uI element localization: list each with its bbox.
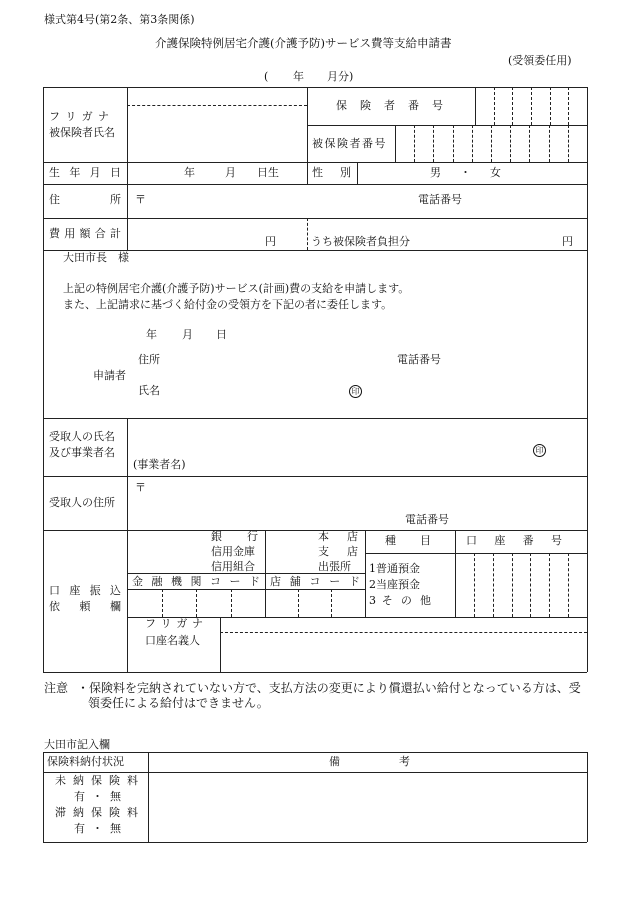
account-type-label: 種 目 (385, 534, 431, 547)
table-rule (196, 589, 197, 617)
applicant-seal-mark: 印 (349, 385, 362, 398)
recipient-name-label-1: 受取人の氏名 (49, 430, 115, 443)
applicant-phone-label: 電話番号 (397, 353, 441, 366)
institution-type-bank: 銀 行 (211, 530, 258, 543)
birth-year: 年 (184, 166, 195, 179)
table-rule (43, 772, 587, 773)
recipient-phone-label: 電話番号 (405, 513, 449, 526)
table-rule (43, 418, 587, 419)
institution-type-credit-union: 信用組合 (211, 560, 255, 573)
unpaid-premium-label: 未 納 保 険 料 (55, 774, 138, 787)
table-rule (510, 125, 511, 162)
insurer-number-label: 保 険 者 番 号 (336, 99, 443, 112)
table-rule (43, 218, 587, 219)
date-month: 月 (182, 328, 193, 341)
table-rule (365, 553, 587, 554)
delinquent-premium-label: 滞 納 保 険 料 (55, 806, 138, 819)
unpaid-premium-options: 有 ・ 無 (74, 790, 121, 803)
table-rule (568, 553, 569, 617)
birth-month: 月 (225, 166, 236, 179)
table-rule (494, 87, 495, 125)
period-year: 年 (293, 70, 304, 83)
table-rule (433, 125, 434, 162)
table-rule (474, 553, 475, 617)
table-rule (365, 530, 366, 617)
table-rule (127, 87, 128, 250)
table-rule (43, 752, 44, 842)
table-rule (587, 87, 588, 672)
business-name-label: (事業者名) (133, 458, 186, 471)
table-rule (220, 617, 221, 672)
birth-day: 日生 (257, 166, 279, 179)
table-rule (512, 87, 513, 125)
table-rule (148, 752, 149, 842)
period-month: 月分) (327, 70, 354, 83)
table-rule (491, 125, 492, 162)
table-rule (43, 87, 587, 88)
table-rule (220, 632, 587, 633)
table-rule (43, 752, 587, 753)
table-rule (455, 530, 456, 617)
insured-number-label: 被保険者番号 (312, 137, 387, 150)
remarks-label: 備 考 (329, 755, 410, 768)
table-rule (529, 125, 530, 162)
birth-date-label: 生 年 月 日 (49, 166, 121, 179)
table-rule (43, 87, 44, 672)
holder-furigana-label: フ リ ガ ナ (145, 617, 203, 630)
date-day: 日 (216, 328, 227, 341)
payment-status-label: 保険料納付状況 (47, 755, 124, 768)
table-rule (43, 842, 587, 843)
table-rule (43, 162, 587, 163)
bank-transfer-label-1: 口 座 振 込 (49, 584, 121, 597)
declaration-line-1: 上記の特例居宅介護(介護予防)サービス(計画)費の支給を申請します。 (63, 282, 410, 295)
bank-transfer-label-2: 依 頼 欄 (49, 600, 121, 613)
addressee: 大田市長 様 (63, 251, 129, 264)
account-type-ordinary: 1普通預金 (369, 562, 420, 575)
table-rule (231, 589, 232, 617)
branch-code-label: 店 舗 コ ー ド (270, 575, 360, 588)
account-type-other: 3 そ の 他 (369, 594, 431, 607)
table-rule (331, 589, 332, 617)
table-rule (550, 87, 551, 125)
institution-code-label: 金 融 機 関 コ ー ド (132, 575, 260, 588)
insured-name-label: 被保険者氏名 (49, 126, 115, 139)
table-rule (307, 218, 308, 250)
account-holder-label: 口座名義人 (145, 634, 200, 647)
table-rule (549, 553, 550, 617)
sex-label: 性 別 (312, 166, 351, 179)
table-rule (549, 125, 550, 162)
table-rule (162, 589, 163, 617)
table-rule (512, 553, 513, 617)
recipient-name-label-2: 及び事業者名 (49, 446, 115, 459)
table-rule (127, 105, 307, 106)
notice-text-1: ・保険料を完納されていない方で、支払方法の変更により償還払い給付となっている方は、受 (77, 681, 581, 695)
date-year: 年 (146, 328, 157, 341)
branch-type-sub: 出張所 (318, 560, 351, 573)
table-rule (395, 125, 396, 162)
furigana-label: フ リ ガ ナ (49, 110, 109, 123)
table-rule (493, 553, 494, 617)
account-type-checking: 2当座預金 (369, 578, 420, 591)
cost-total-yen: 円 (265, 235, 276, 248)
table-rule (453, 125, 454, 162)
copay-label: うち被保険者負担分 (311, 235, 410, 248)
table-rule (530, 553, 531, 617)
copay-yen: 円 (562, 235, 573, 248)
table-rule (307, 87, 308, 184)
table-rule (43, 476, 587, 477)
delinquent-premium-options: 有 ・ 無 (74, 822, 121, 835)
recipient-seal-mark: 印 (533, 444, 546, 457)
phone-label: 電話番号 (418, 193, 462, 206)
period-open: ( (264, 70, 269, 83)
sex-options: 男 ・ 女 (430, 166, 501, 179)
table-rule (587, 752, 588, 842)
branch-type-head: 本 店 (318, 530, 358, 543)
table-rule (568, 87, 569, 125)
table-rule (475, 87, 476, 125)
applicant-address-label: 住所 (138, 353, 160, 366)
table-rule (531, 87, 532, 125)
applicant-label: 申請者 (93, 369, 126, 382)
table-rule (568, 125, 569, 162)
table-rule (414, 125, 415, 162)
postal-mark: 〒 (135, 193, 146, 206)
table-rule (43, 672, 587, 673)
declaration-line-2: また、上記請求に基づく給付金の受領方を下記の者に委任します。 (63, 298, 393, 311)
table-rule (43, 530, 587, 531)
notice-label: 注意 (44, 681, 69, 695)
notice-text-2: 領委任による給付はできません。 (88, 696, 269, 710)
address-label: 住 所 (49, 193, 121, 206)
city-use-section-label: 大田市記入欄 (44, 738, 110, 751)
form-title: 介護保険特例居宅介護(介護予防)サービス費等支給申請書 (155, 36, 452, 50)
table-rule (43, 184, 587, 185)
table-rule (127, 589, 365, 590)
applicant-name-label: 氏名 (138, 384, 160, 397)
account-number-label: 口 座 番 号 (466, 534, 562, 547)
institution-type-shinkin: 信用金庫 (211, 545, 255, 558)
table-rule (127, 418, 128, 672)
table-rule (307, 125, 587, 126)
branch-type-branch: 支 店 (318, 545, 358, 558)
table-rule (472, 125, 473, 162)
table-rule (357, 162, 358, 184)
recipient-postal-mark: 〒 (135, 481, 146, 494)
table-rule (298, 589, 299, 617)
recipient-address-label: 受取人の住所 (49, 496, 115, 509)
form-subtitle: (受領委任用) (508, 54, 572, 67)
form-number: 様式第4号(第2条、第3条関係) (44, 13, 195, 26)
cost-total-label: 費 用 額 合 計 (49, 227, 121, 240)
